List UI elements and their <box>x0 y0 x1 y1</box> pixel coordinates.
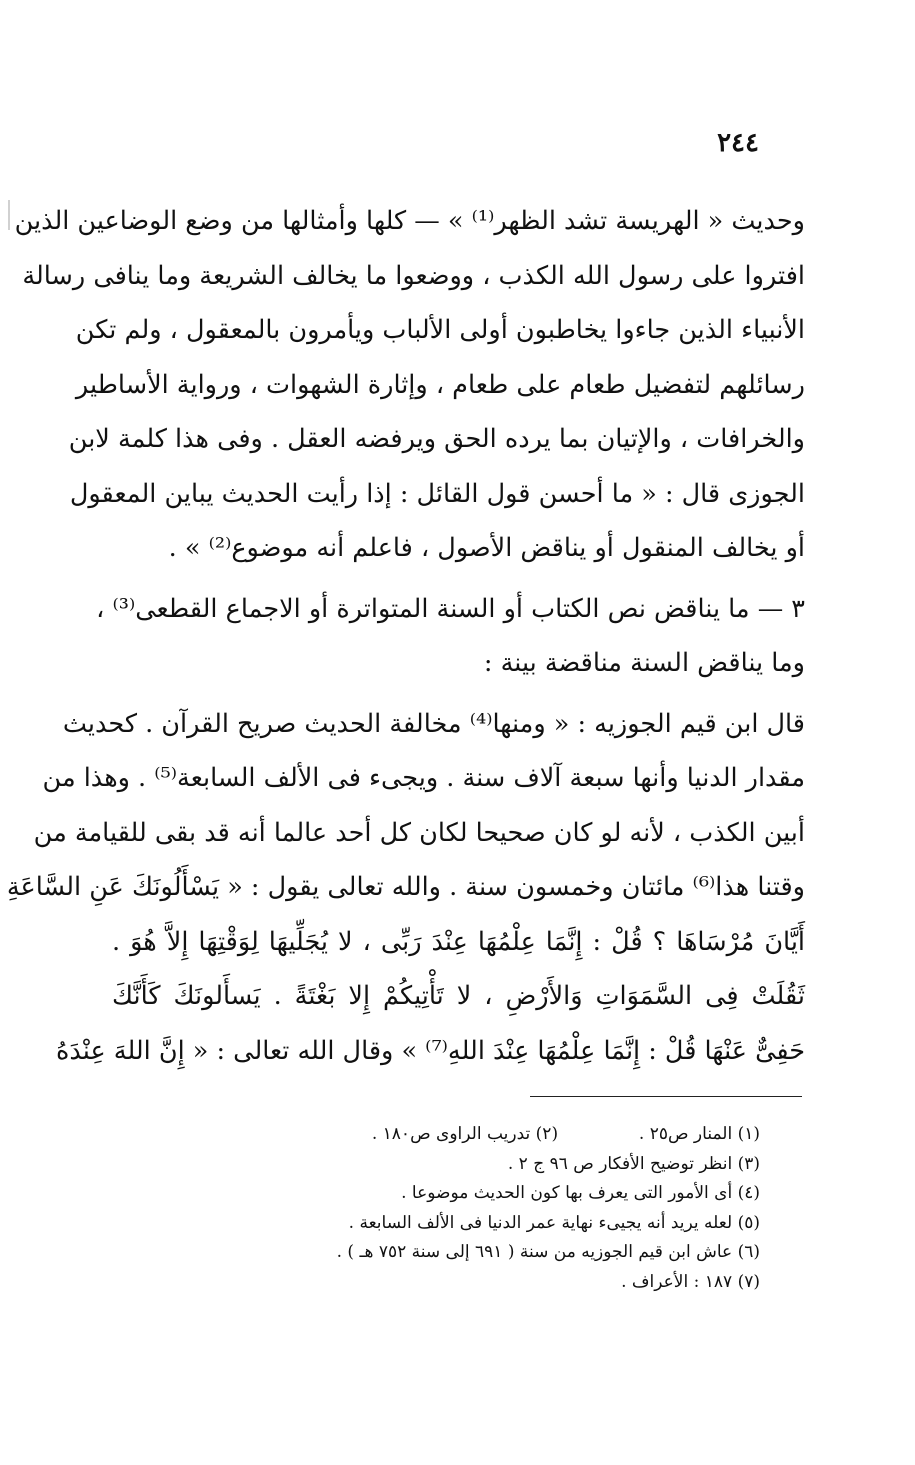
footnote-7: (٧) ١٨٧ : الأعراف . <box>621 1271 760 1292</box>
main-text <box>6 194 805 1078</box>
text-line: افتروا على رسول الله الكذب ، ووضعوا ما يخالف الشريعة وما ينافى رسالة <box>22 260 805 291</box>
footnote-6: (٦) عاش ابن قيم الجوزيه من سنة ( ٦٩١ إلى سنة ٧٥٢ هـ ) . <box>336 1242 760 1262</box>
text-line: أبين الكذب ، لأنه لو كان صحيحا لكان كل أحد عالما أنه قد بقى للقيامة من <box>33 817 805 848</box>
footnote-separator <box>530 1096 802 1097</box>
paragraph <box>14 194 805 576</box>
footnote-2: (٢) تدريب الراوى ص١٨٠ . <box>371 1124 559 1144</box>
text-line: مقدار الدنيا وأنها سبعة آلاف سنة . ويجىء فى الألف السابعة⁽⁵⁾ . وهذا من <box>42 763 805 793</box>
text-line: ٣ — ما يناقض نص الكتاب أو السنة المتواترة أو الاجماع القطعى⁽³⁾ ، <box>96 593 805 624</box>
text-line: أَيَّانَ مُرْسَاهَا ؟ قُلْ : إِنَّمَا عِلْمُهَا عِنْدَ رَبِّى ، لا يُجَلِّيهَا لِوَقْتِهَا إِلاَّ هُوَ . <box>112 926 805 957</box>
text-line: وقتنا هذا⁽⁶⁾ مائتان وخمسون سنة . والله تعالى يقول : « يَسْأَلُونَكَ عَنِ السَّاعَةِ <box>6 872 805 902</box>
text-line: أو يخالف المنقول أو يناقض الأصول ، فاعلم أنه موضوع⁽²⁾ » . <box>168 533 805 563</box>
margin-scan-mark <box>8 200 10 230</box>
text-line: الأنبياء الذين جاءوا يخاطبون أولى الألباب ويأمرون بالمعقول ، ولم تكن <box>75 315 805 345</box>
text-line: رسائلهم لتفضيل طعام على طعام ، وإثارة الشهوات ، ورواية الأساطير <box>75 369 805 400</box>
paragraph <box>6 697 805 1079</box>
page-number: ٢٤٤ <box>717 128 759 158</box>
text-line: ثَقُلَتْ فِى السَّمَوَاتِ وَالأَرْضِ ، لا تَأْتِيكُمْ إِلا بَغْتَةً . يَسأَلونَكَ كَأَنَّكَ <box>112 981 805 1011</box>
footnote-3: (٣) انظر توضيح الأفكار ص ٩٦ ج ٢ . <box>507 1153 760 1174</box>
text-line: قال ابن قيم الجوزيه : « ومنها⁽⁴⁾ مخالفة الحديث صريح القرآن . كحديث <box>62 708 805 739</box>
footnote-5: (٥) لعله يريد أنه يجيىء نهاية عمر الدنيا فى الألف السابعة . <box>348 1212 760 1233</box>
text-line: والخرافات ، والإتيان بما يرده الحق ويرفضه العقل . وفى هذا كلمة لابن <box>68 424 805 454</box>
footnote-row <box>260 1120 760 1150</box>
footnotes <box>260 1120 760 1297</box>
footnote-4: (٤) أى الأمور التى يعرف بها كون الحديث موضوعا . <box>401 1183 760 1203</box>
paragraph <box>96 582 805 691</box>
footnote-1: (١) المنار ص٢٥ . <box>638 1124 760 1144</box>
text-line: حَفِىٌّ عَنْهَا قُلْ : إِنَّمَا عِلْمُهَا عِنْدَ اللهِ⁽⁷⁾ » وقال الله تعالى : « إِنَّ اللهَ عِنْدَهُ <box>56 1035 805 1066</box>
text-line: الجوزى قال : « ما أحسن قول القائل : إذا رأيت الحديث يباين المعقول <box>69 478 805 509</box>
text-line: وما يناقض السنة مناقضة بينة : <box>483 648 805 678</box>
text-line: وحديث « الهريسة تشد الظهر⁽¹⁾ » — كلها وأمثالها من وضع الوضاعين الذين <box>14 206 805 236</box>
